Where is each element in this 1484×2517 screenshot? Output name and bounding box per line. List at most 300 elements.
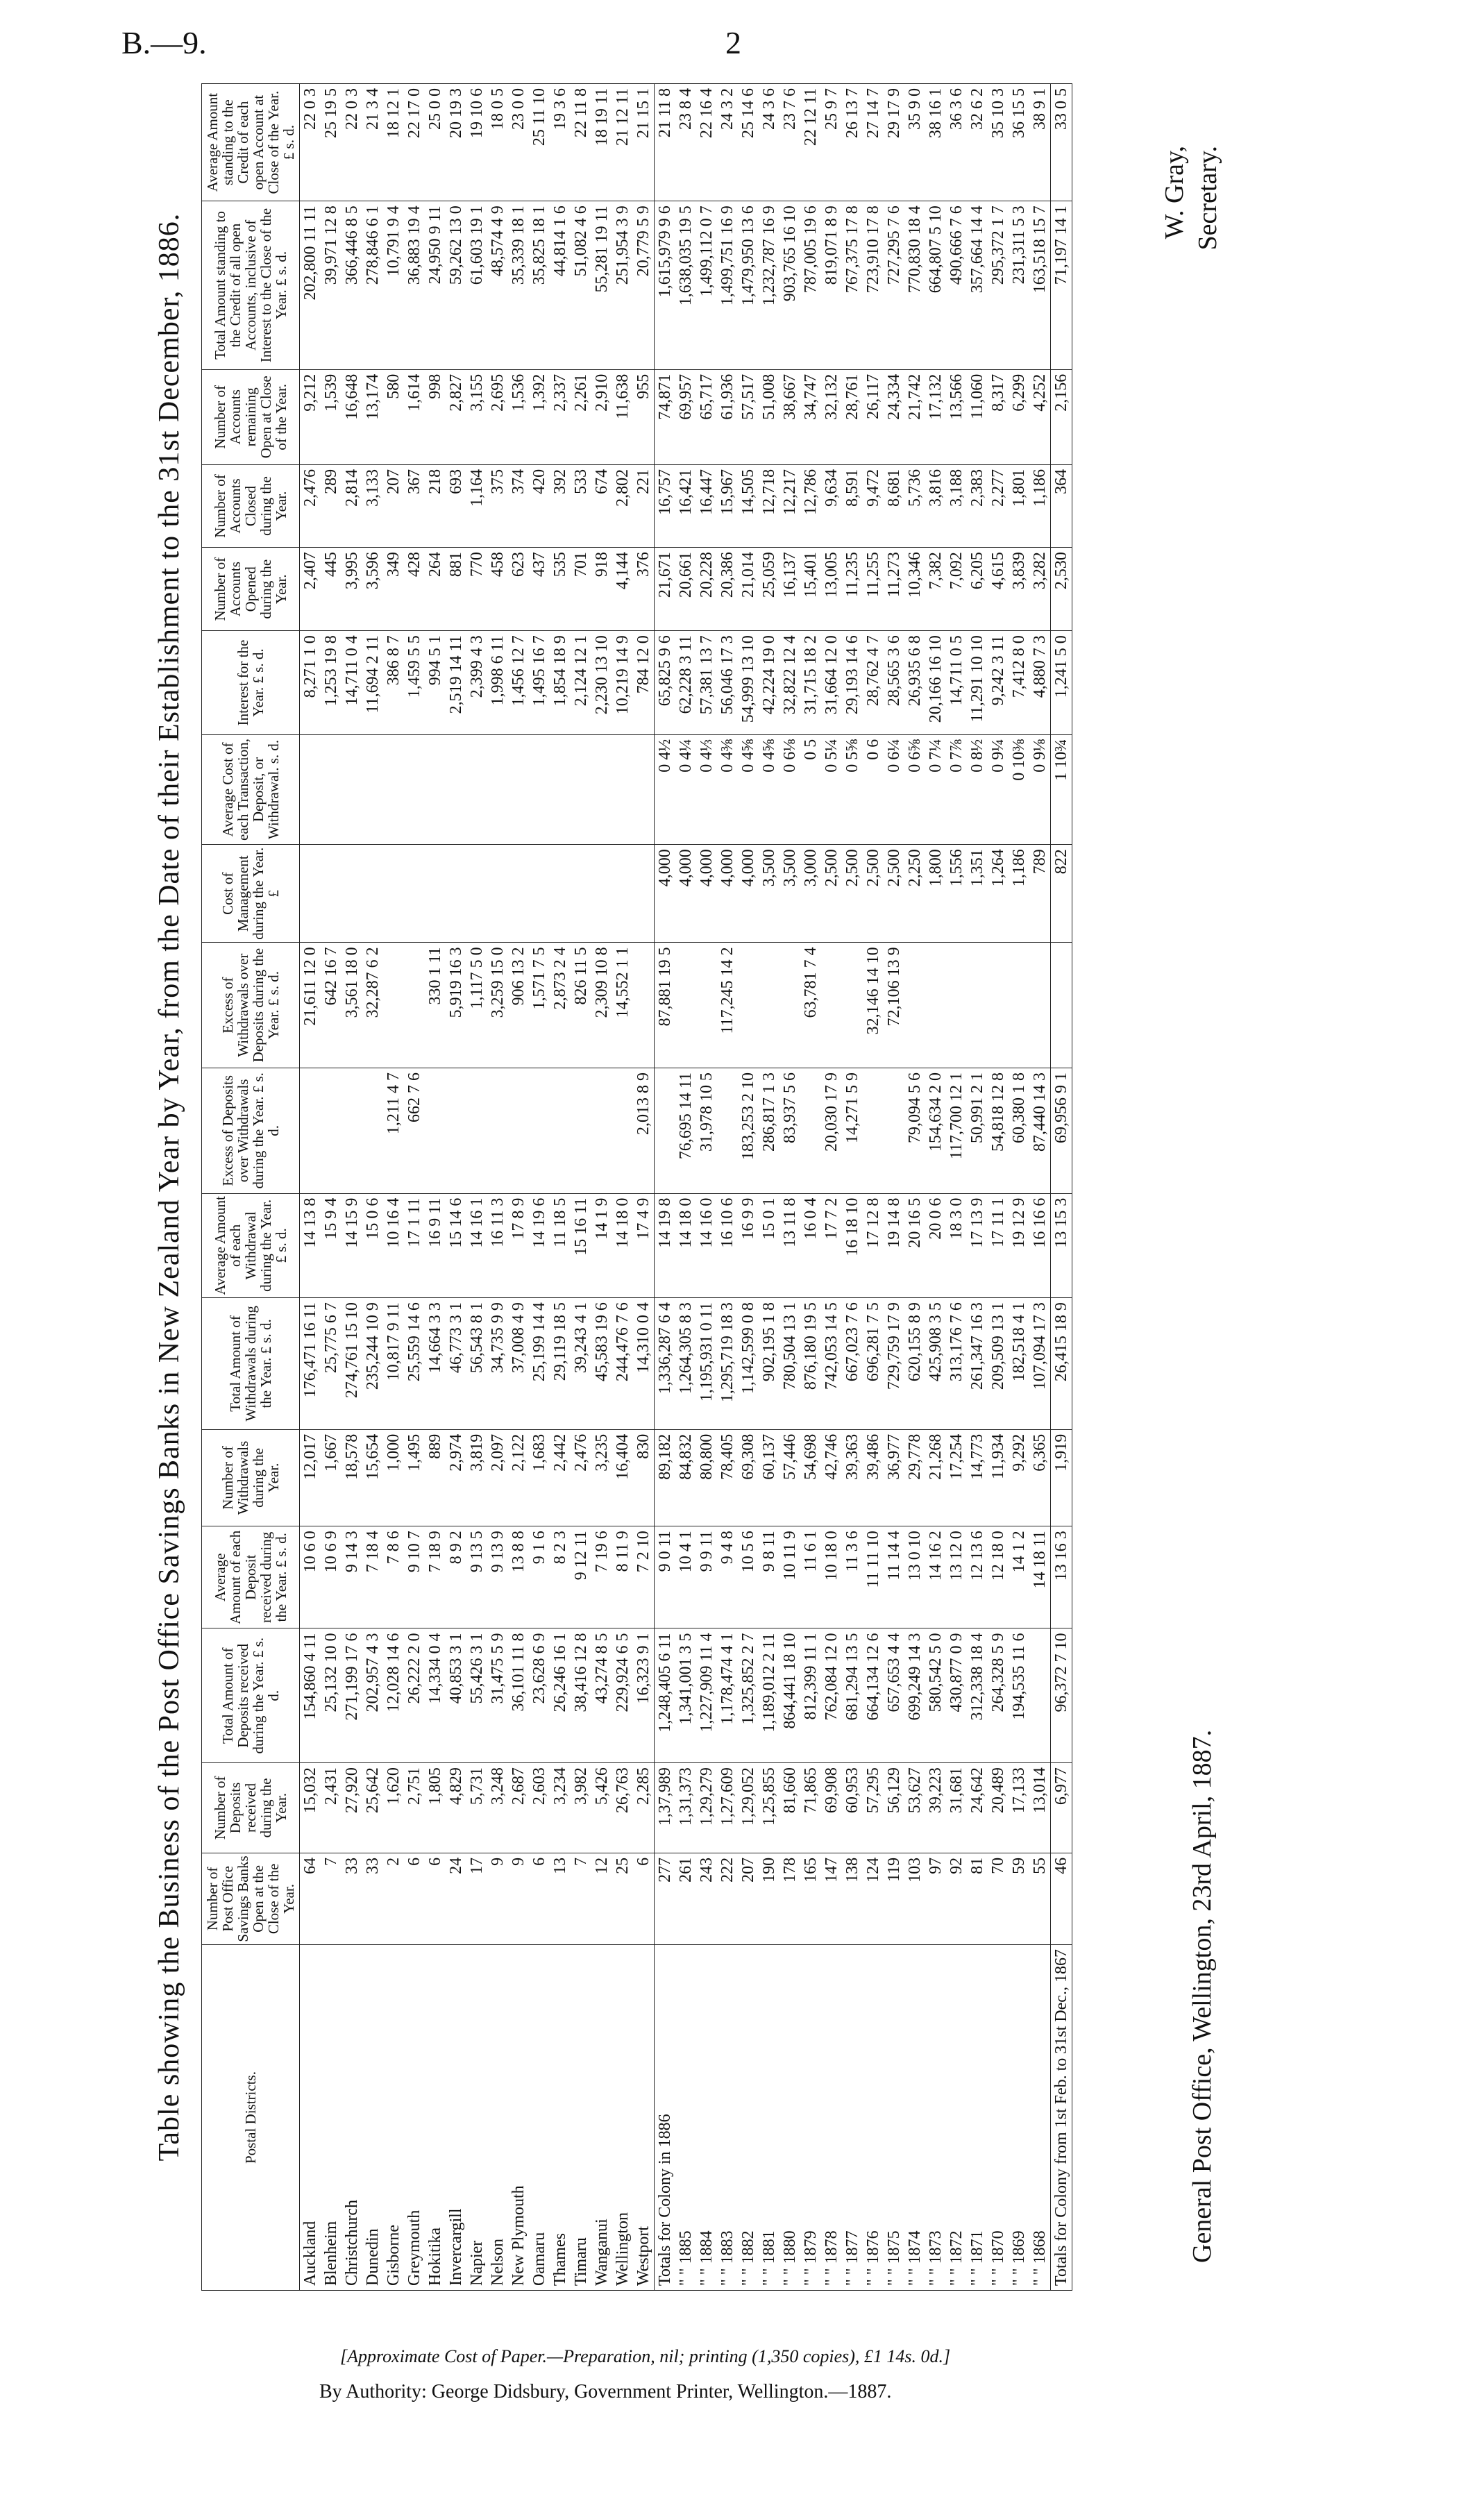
table-cell: 425,908 3 5 [925,1298,946,1430]
table-cell: 14,711 0 4 [342,631,362,734]
table-cell: 674 [591,464,612,547]
table-cell: 0 6⅝ [904,734,925,845]
table-cell [300,734,321,845]
table-cell: 7 19 6 [591,1526,612,1628]
table-cell: 903,765 16 10 [779,201,800,369]
table-cell: 56,046 17 3 [717,631,738,734]
table-cell: 243 [696,1853,717,1944]
row-label: " " 1875 [884,1945,904,2291]
column-header: Total Amount of Deposits received during the Year. £ s. d. [202,1628,300,1763]
column-header: Average Amount standing to the Credit of each open Account at Close of the Year. £ s. d. [202,84,300,201]
table-cell: 889 [425,1429,446,1526]
table-cell: 0 4¼ [675,734,696,845]
table-cell: 57,517 [738,369,759,464]
table-cell: 45,583 19 6 [591,1298,612,1430]
table-cell: 97 [925,1853,946,1944]
table-cell: 27 14 7 [863,84,884,201]
table-row [342,84,362,2291]
table-cell: 38 9 1 [1029,84,1051,201]
table-cell: 35,339 18 1 [508,201,529,369]
table-cell [633,734,655,845]
table-cell [800,1068,821,1193]
table-cell: 22 16 4 [696,84,717,201]
table-cell: 19 3 6 [550,84,571,201]
column-header: Excess of Withdrawals over Deposits during the Year. £ s. d. [202,943,300,1068]
table-cell [655,1068,676,1193]
table-cell: 20 0 6 [925,1193,946,1298]
table-cell: 1,325,852 2 7 [738,1628,759,1763]
table-cell: 194,535 11 6 [1009,1628,1029,1763]
table-cell: 3,259 15 0 [487,943,508,1068]
table-cell: 14 16 0 [696,1193,717,1298]
row-label: Wanganui [591,1945,612,2291]
table-cell: 71,865 [800,1763,821,1853]
table-row [946,84,967,2291]
table-cell: 34,747 [800,369,821,464]
table-cell: 420 [529,464,550,547]
table-cell: 74,871 [655,369,676,464]
table-cell: 20,166 16 10 [925,631,946,734]
table-cell: 742,053 14 5 [821,1298,842,1430]
row-label: " " 1873 [925,1945,946,2291]
table-cell: 667,023 7 6 [842,1298,863,1430]
table-cell: 20,386 [717,548,738,631]
table-row [717,84,738,2291]
table-cell: 56,129 [884,1763,904,1853]
row-label: Hokitika [425,1945,446,2291]
table-cell [988,943,1009,1068]
table-cell: 33 [362,1853,383,1944]
table-cell: 2,751 [404,1763,425,1853]
table-cell: 18 19 11 [591,84,612,201]
table-row [759,84,779,2291]
table-cell: 10 11 9 [779,1526,800,1628]
table-cell: 11,638 [612,369,633,464]
table-cell: 6,365 [1029,1429,1051,1526]
table-cell [696,943,717,1068]
table-cell: 2,476 [571,1429,591,1526]
signature-date: General Post Office, Wellington, 23rd April, 1887. [1188,1729,1217,2263]
table-cell: 16,421 [675,464,696,547]
table-cell [300,845,321,943]
table-cell: 1,459 5 5 [404,631,425,734]
table-cell: 12 18 0 [988,1526,1009,1628]
table-cell: 64 [300,1853,321,1944]
table-cell: 7 18 4 [362,1526,383,1628]
table-cell: 4,880 7 3 [1029,631,1051,734]
table-cell: 392 [550,464,571,547]
table-cell: 21 15 1 [633,84,655,201]
table-cell: 46 [1051,1853,1072,1944]
cost-note: [Approximate Cost of Paper.—Preparation, nil; printing (1,350 copies), £1 14s. 0d.] [340,2346,951,2366]
table-cell: 2,230 13 10 [591,631,612,734]
table-cell: 33 0 5 [1051,84,1072,201]
table-cell: 18 0 5 [487,84,508,201]
table-cell: 4,829 [446,1763,466,1853]
table-cell: 9,292 [1009,1429,1029,1526]
table-cell: 277 [655,1853,676,1944]
table-cell: 117,245 14 2 [717,943,738,1068]
table-cell: 1 10¾ [1051,734,1072,845]
table-cell: 6 [404,1853,425,1944]
table-cell: 23 7 6 [779,84,800,201]
table-cell: 830 [633,1429,655,1526]
savings-bank-table [201,83,1072,2291]
table-cell: 13 16 3 [1051,1526,1072,1628]
table-cell: 83,937 5 6 [779,1068,800,1193]
table-cell: 12,017 [300,1429,321,1526]
table-cell: 789 [1029,845,1051,943]
table-cell: 430,877 0 9 [946,1628,967,1763]
table-cell: 657,653 4 4 [884,1628,904,1763]
table-cell: 207 [738,1853,759,1944]
table-cell [362,845,383,943]
table-cell: 51,082 4 6 [571,201,591,369]
table-cell: 3,995 [342,548,362,631]
table-cell: 7 [571,1853,591,1944]
table-cell: 1,37,989 [655,1763,676,1853]
table-cell: 386 8 7 [383,631,404,734]
table-cell: 15,032 [300,1763,321,1853]
table-cell: 1,178,474 4 1 [717,1628,738,1763]
table-cell: 39,363 [842,1429,863,1526]
table-cell: 15,967 [717,464,738,547]
table-cell: 22 11 8 [571,84,591,201]
table-row [967,84,988,2291]
table-cell: 787,005 19 6 [800,201,821,369]
table-cell: 264 [425,548,446,631]
table-cell: 1,615,979 9 6 [655,201,676,369]
table-cell: 15,401 [800,548,821,631]
table-cell: 3,561 18 0 [342,943,362,1068]
table-cell: 65,717 [696,369,717,464]
table-cell: 1,189,012 2 11 [759,1628,779,1763]
table-cell: 12,786 [800,464,821,547]
table-cell: 57,295 [863,1763,884,1853]
table-cell: 25 19 5 [321,84,342,201]
table-cell: 15,654 [362,1429,383,1526]
table-cell: 70 [988,1853,1009,1944]
table-cell: 535 [550,548,571,631]
table-cell [342,845,362,943]
table-cell: 0 4⅝ [759,734,779,845]
table-cell: 26,117 [863,369,884,464]
column-header: Average Amount of each Withdrawal during the Year. £ s. d. [202,1193,300,1298]
table-cell: 7 [321,1853,342,1944]
table-cell: 235,244 10 9 [362,1298,383,1430]
table-row [863,84,884,2291]
table-cell: 2,695 [487,369,508,464]
table-cell: 16,648 [342,369,362,464]
table-cell: 2,687 [508,1763,529,1853]
table-cell: 36 3 6 [946,84,967,201]
table-cell: 9 1 6 [529,1526,550,1628]
table-cell: 5,426 [591,1763,612,1853]
table-cell [967,943,988,1068]
table-cell: 10,346 [904,548,925,631]
table-cell: 78,405 [717,1429,738,1526]
table-cell: 1,614 [404,369,425,464]
table-cell: 9,212 [300,369,321,464]
table-cell: 38,416 12 8 [571,1628,591,1763]
table-cell: 32,822 12 4 [779,631,800,734]
page-number: 2 [725,25,741,60]
table-cell: 727,295 7 6 [884,201,904,369]
table-cell: 1,683 [529,1429,550,1526]
table-header-row [202,84,300,2291]
table-cell: 35,825 18 1 [529,201,550,369]
table-cell: 16,757 [655,464,676,547]
table-cell: 8,271 1 0 [300,631,321,734]
table-cell: 1,211 4 7 [383,1068,404,1193]
table-cell: 119 [884,1853,904,1944]
table-cell: 0 4⅝ [738,734,759,845]
table-cell: 29,119 18 5 [550,1298,571,1430]
table-cell: 13,566 [946,369,967,464]
table-cell: 2,407 [300,548,321,631]
table-cell: 2,873 2 4 [550,943,571,1068]
table-cell [571,1068,591,1193]
table-row [1009,84,1029,2291]
table-cell: 3,000 [800,845,821,943]
table-cell: 2,910 [591,369,612,464]
table-row [633,84,655,2291]
row-label: Nelson [487,1945,508,2291]
column-header: Number of Accounts remaining Open at Close of the Year. [202,369,300,464]
row-label: Napier [466,1945,487,2291]
table-cell: 826 11 5 [571,943,591,1068]
table-cell: 15 16 11 [571,1193,591,1298]
table-cell [612,845,633,943]
table-cell: 24 [446,1853,466,1944]
table-cell: 2,250 [904,845,925,943]
row-label: Greymouth [404,1945,425,2291]
row-label: New Plymouth [508,1945,529,2291]
row-label: " " 1881 [759,1945,779,2291]
table-cell: 84,832 [675,1429,696,1526]
row-label: Totals for Colony from 1st Feb. to 31st Dec., 1867 [1051,1945,1072,2291]
table-cell [342,734,362,845]
table-cell: 9 9 11 [696,1526,717,1628]
table-cell [779,943,800,1068]
table-cell: 3,500 [779,845,800,943]
table-cell: 490,666 7 6 [946,201,967,369]
table-cell: 54,698 [800,1429,821,1526]
table-row [884,84,904,2291]
table-cell: 92 [946,1853,967,1944]
table-cell: 9 4 8 [717,1526,738,1628]
table-cell: 1,29,279 [696,1763,717,1853]
table-cell: 906 13 2 [508,943,529,1068]
table-cell: 17 [466,1853,487,1944]
table-cell: 69,308 [738,1429,759,1526]
table-cell: 154,634 2 0 [925,1068,946,1193]
table-cell: 79,094 5 6 [904,1068,925,1193]
column-header: Total Amount standing to the Credit of all open Accounts, inclusive of Interest to the Close of the Year. £ s. d. [202,201,300,369]
table-cell [550,734,571,845]
table-cell: 12 [591,1853,612,1944]
table-cell: 3,133 [362,464,383,547]
table-cell: 13,005 [821,548,842,631]
table-cell: 11,255 [863,548,884,631]
table-cell: 623 [508,548,529,631]
table-row [779,84,800,2291]
table-cell: 2,500 [863,845,884,943]
table-cell: 8 11 9 [612,1526,633,1628]
table-cell: 13,014 [1029,1763,1051,1853]
table-cell: 17 4 9 [633,1193,655,1298]
row-label: Totals for Colony in 1886 [655,1945,676,2291]
table-cell: 19 10 6 [466,84,487,201]
table-cell: 1,295,719 18 3 [717,1298,738,1430]
table-cell: 17,133 [1009,1763,1029,1853]
table-cell: 15 0 1 [759,1193,779,1298]
table-cell [550,1068,571,1193]
table-cell: 445 [321,548,342,631]
table-cell: 55,281 19 11 [591,201,612,369]
table-cell: 1,227,909 11 4 [696,1628,717,1763]
table-cell: 23 8 4 [675,84,696,201]
table-cell: 16 16 6 [1029,1193,1051,1298]
table-cell: 36,883 19 4 [404,201,425,369]
table-cell: 14 1 9 [591,1193,612,1298]
column-header: Average Amount of each Deposit received during the Year. £ s. d. [202,1526,300,1628]
row-label: Dunedin [362,1945,383,2291]
table-cell: 4,000 [655,845,676,943]
table-cell: 11 18 5 [550,1193,571,1298]
table-cell: 190 [759,1853,779,1944]
table-cell: 1,854 18 9 [550,631,571,734]
table-cell: 14,773 [967,1429,988,1526]
table-cell: 664,134 12 6 [863,1628,884,1763]
table-row [321,84,342,2291]
table-cell: 0 4⅓ [696,734,717,845]
table-cell: 1,556 [946,845,967,943]
table-cell: 60,380 1 8 [1009,1068,1029,1193]
table-cell: 18 12 1 [383,84,404,201]
table-row [696,84,717,2291]
table-cell: 366,446 8 5 [342,201,362,369]
table-cell: 20,030 17 9 [821,1068,842,1193]
table-cell: 10,791 9 4 [383,201,404,369]
signature-role: Secretary. [1193,146,1222,251]
table-cell: 1,456 12 7 [508,631,529,734]
table-cell: 14 19 6 [529,1193,550,1298]
table-cell: 2,500 [842,845,863,943]
table-cell: 24,334 [884,369,904,464]
table-cell: 20,779 5 9 [633,201,655,369]
table-cell: 1,495 16 7 [529,631,550,734]
table-cell: 16,137 [779,548,800,631]
table-cell: 14,310 0 4 [633,1298,655,1430]
table-cell: 1,499,751 16 9 [717,201,738,369]
table-cell: 9 14 3 [342,1526,362,1628]
table-cell: 32,146 14 10 [863,943,884,1068]
table-cell [508,1068,529,1193]
table-cell [404,943,425,1068]
table-cell: 264,328 5 9 [988,1628,1009,1763]
row-label: " " 1878 [821,1945,842,2291]
table-row [591,84,612,2291]
table-cell: 44,814 1 6 [550,201,571,369]
table-cell: 69,957 [675,369,696,464]
table-cell: 4,000 [696,845,717,943]
table-cell: 38 16 1 [925,84,946,201]
table-row [529,84,550,2291]
table-cell: 7 18 9 [425,1526,446,1628]
table-cell: 330 1 11 [425,943,446,1068]
table-cell: 13 8 8 [508,1526,529,1628]
table-cell: 11,694 2 11 [362,631,383,734]
table-cell [675,943,696,1068]
table-cell: 25 0 0 [425,84,446,201]
table-cell: 54,999 13 10 [738,631,759,734]
table-cell: 81 [967,1853,988,1944]
table-cell: 27,920 [342,1763,362,1853]
table-cell: 2,442 [550,1429,571,1526]
table-cell: 117,700 12 1 [946,1068,967,1193]
table-cell: 17,254 [946,1429,967,1526]
table-cell: 28,565 3 6 [884,631,904,734]
table-row [404,84,425,2291]
row-label: " " 1884 [696,1945,717,2291]
table-cell [863,1068,884,1193]
table-cell: 207 [383,464,404,547]
table-cell: 3,155 [466,369,487,464]
table-row [821,84,842,2291]
table-cell: 9,472 [863,464,884,547]
table-row [550,84,571,2291]
table-cell: 11 11 10 [863,1526,884,1628]
table-cell [904,943,925,1068]
table-cell: 14 18 0 [675,1193,696,1298]
column-header: Cost of Management during the Year. £ [202,845,300,943]
table-cell [591,734,612,845]
table-cell: 8,317 [988,369,1009,464]
table-cell [571,845,591,943]
table-cell: 1,186 [1009,845,1029,943]
table-cell: 289 [321,464,342,547]
table-cell [446,1068,466,1193]
table-cell: 1,571 7 5 [529,943,550,1068]
table-cell: 376 [633,548,655,631]
table-cell: 9,242 3 11 [988,631,1009,734]
table-cell: 2,431 [321,1763,342,1853]
table-cell: 10 4 1 [675,1526,696,1628]
table-cell: 1,29,052 [738,1763,759,1853]
table-cell: 767,375 17 8 [842,201,863,369]
table-cell: 251,954 3 9 [612,201,633,369]
table-cell: 357,664 14 4 [967,201,988,369]
table-cell: 0 10⅜ [1009,734,1029,845]
table-cell [612,1068,633,1193]
row-label: " " 1870 [988,1945,1009,2291]
table-cell: 11 3 6 [842,1526,863,1628]
table-cell: 16 9 9 [738,1193,759,1298]
table-cell: 16,323 9 1 [633,1628,655,1763]
table-cell: 10 16 4 [383,1193,404,1298]
table-cell: 202,800 11 11 [300,201,321,369]
table-cell [550,845,571,943]
table-cell: 7,412 8 0 [1009,631,1029,734]
table-cell: 1,248,405 6 11 [655,1628,676,1763]
table-cell: 11,060 [967,369,988,464]
table-cell: 437 [529,548,550,631]
row-label: " " 1869 [1009,1945,1029,2291]
table-cell: 21,268 [925,1429,946,1526]
table-cell: 10 18 0 [821,1526,842,1628]
table-cell: 4,000 [738,845,759,943]
